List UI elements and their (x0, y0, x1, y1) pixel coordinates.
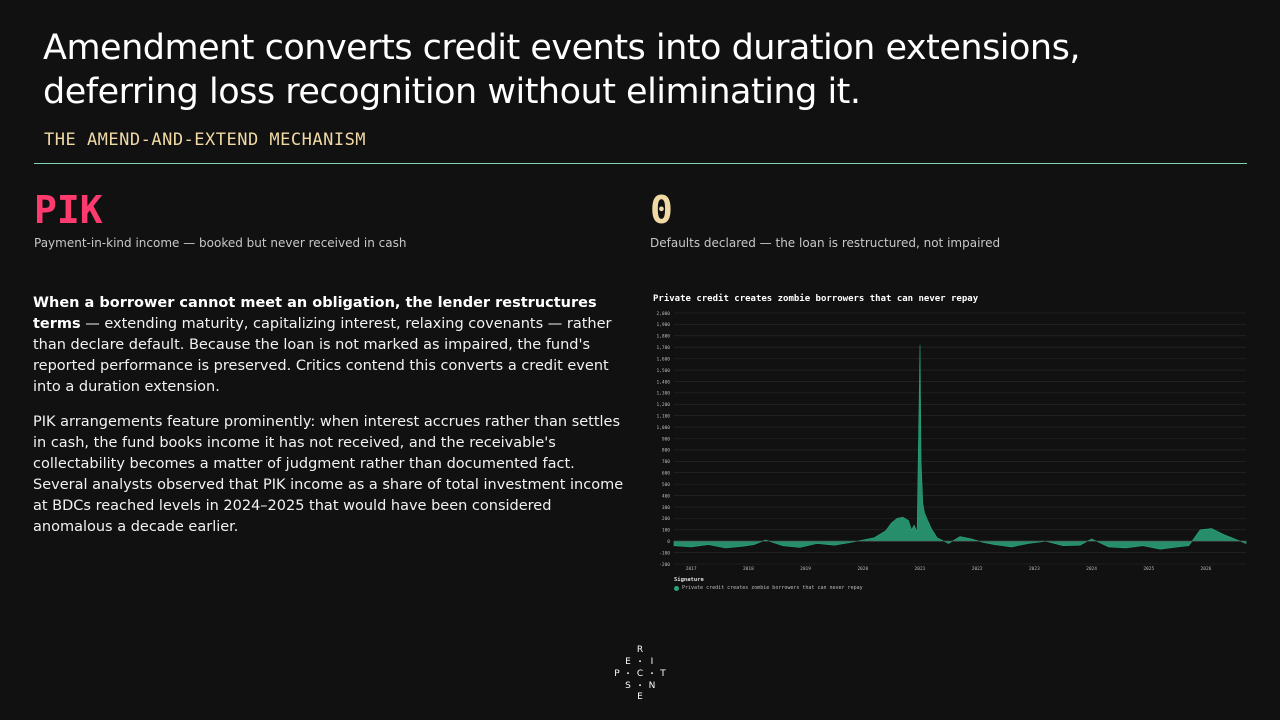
y-tick-label: 0 (667, 539, 670, 545)
stat-value-defaults: 0 (650, 188, 673, 232)
x-tick-label: 2025 (1143, 567, 1155, 572)
y-tick-label: -100 (659, 551, 670, 557)
y-tick-label: 900 (661, 437, 670, 443)
y-tick-label: 700 (661, 460, 670, 466)
logo-dot: • (650, 670, 654, 678)
x-tick-label: 2020 (857, 567, 869, 572)
x-tick-label: 2017 (685, 567, 697, 572)
y-tick-label: 400 (661, 494, 670, 500)
body-paragraph-2: PIK arrangements feature prominently: when interest accrues rather than settles in cash, the fund books income it has not received, and the receivable's collectability becomes a matter of judgment rather than documented fact. Several analysts observed that PIK income as a share of total investment income at BDCs reached levels in 2024–2025 that would have been considered anomalous a decade earlier. (33, 414, 624, 535)
body-paragraph-1-bold: When a borrower cannot meet an obligation, the lender restructures terms (33, 295, 597, 332)
logo-letter: I (650, 657, 654, 667)
y-tick-label: 1,300 (656, 391, 670, 397)
legend-swatch (674, 586, 679, 591)
y-tick-label: 1,900 (656, 323, 670, 329)
y-tick-label: 1,600 (656, 357, 670, 363)
x-tick-label: 2023 (1028, 567, 1040, 572)
legend-title: Signature (674, 577, 704, 583)
headline-line-1: Amendment converts credit events into duration extensions, (43, 28, 1080, 68)
legend-label: Private credit creates zombie borrowers that can never repay (682, 585, 863, 591)
logo-letter: E (625, 657, 631, 667)
headline (43, 26, 1223, 114)
divider (34, 163, 1247, 164)
chart (650, 290, 1250, 595)
stat-label-pik: Payment-in-kind income — booked but never received in cash (34, 236, 407, 250)
logo-letter: R (636, 645, 644, 655)
logo-letter: S (625, 681, 631, 691)
x-tick-label: 2026 (1200, 567, 1212, 572)
y-tick-label: 500 (661, 482, 670, 488)
y-tick-label: 200 (661, 517, 670, 523)
stat-label-defaults: Defaults declared — the loan is restructured, not impaired (650, 236, 1001, 250)
y-tick-label: 1,100 (656, 414, 670, 420)
y-tick-label: 1,400 (656, 380, 670, 386)
headline-line-2: deferring loss recognition without eliminating it. (43, 72, 861, 112)
y-tick-label: -200 (659, 562, 670, 568)
logo-letter: T (660, 669, 666, 679)
y-tick-label: 1,200 (656, 403, 670, 409)
logo-dot: • (638, 658, 642, 666)
logo-dot: • (638, 682, 642, 690)
brand-logo (600, 640, 680, 710)
y-tick-label: 1,800 (656, 334, 670, 340)
logo-dot: • (626, 670, 630, 678)
y-tick-label: 1,700 (656, 346, 670, 352)
chart-svg (650, 290, 1250, 575)
y-tick-label: 600 (661, 471, 670, 477)
logo-letter: E (637, 692, 643, 702)
y-tick-label: 800 (661, 448, 670, 454)
x-tick-label: 2021 (914, 567, 926, 572)
x-tick-label: 2018 (742, 567, 754, 572)
x-tick-label: 2024 (1086, 567, 1097, 572)
section-kicker: THE AMEND-AND-EXTEND MECHANISM (44, 130, 367, 150)
logo-letter: P (614, 669, 620, 679)
y-tick-label: 300 (661, 505, 670, 511)
body-text (33, 293, 633, 552)
body-paragraph-1-rest: — extending maturity, capitalizing interest, relaxing covenants — rather than declare default. Because the loan is not marked as impaired, the fund's reported performance is preserved. Critics contend this converts a credit event into a duration extension. (33, 316, 612, 395)
chart-title: Private credit creates zombie borrowers that can never repay (653, 294, 979, 304)
y-tick-label: 1,000 (656, 425, 670, 431)
y-tick-label: 1,500 (656, 368, 670, 374)
y-tick-label: 2,000 (656, 311, 670, 317)
logo-letter: N (648, 681, 656, 691)
body-paragraph-1 (33, 293, 633, 398)
x-tick-label: 2019 (800, 567, 811, 572)
stat-value-pik: PIK (34, 188, 103, 232)
logo-letter: C (636, 669, 644, 679)
x-tick-label: 2022 (971, 567, 983, 572)
legend-item (674, 585, 863, 591)
y-tick-label: 100 (661, 528, 670, 534)
